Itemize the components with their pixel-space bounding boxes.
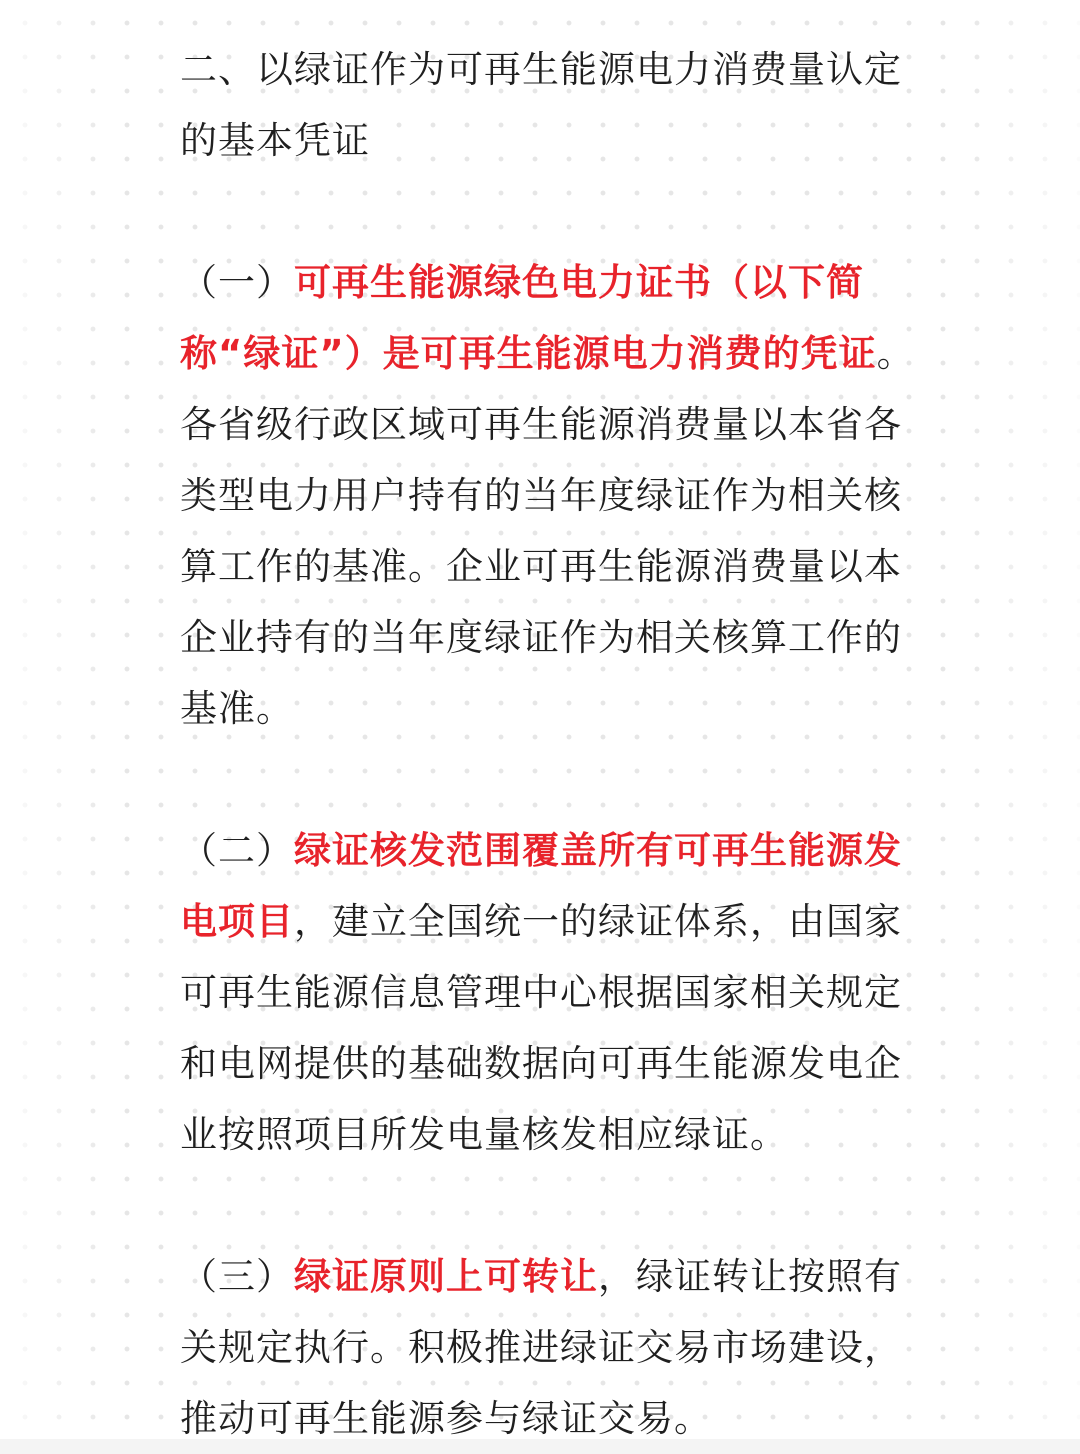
section-heading — [180, 34, 930, 176]
paragraph-1-highlight: 可再生能源绿色电力证书（以下简称“绿证”）是可再生能源电力消费的凭证 — [180, 261, 877, 375]
paragraph-3-number: （三） — [180, 1255, 294, 1298]
paragraph-2-number: （二） — [180, 829, 294, 872]
paragraph-2 — [180, 815, 930, 1170]
paragraph-1 — [180, 247, 930, 744]
paragraph-3-highlight: 绿证原则上可转让 — [294, 1255, 598, 1298]
paragraph-2-highlight: 绿证核发范围覆盖所有可再生能源发电项目 — [180, 829, 902, 943]
section-heading-text: 二、以绿证作为可再生能源电力消费量认定的基本凭证 — [180, 48, 902, 162]
paragraph-3-body: ，绿证转让按照有关规定执行。积极推进绿证交易市场建设，推动可再生能源参与绿证交易。 — [180, 1255, 902, 1440]
paragraph-1-number: （一） — [180, 261, 294, 304]
paragraph-2-body: ，建立全国统一的绿证体系，由国家可再生能源信息管理中心根据国家相关规定和电网提供的基础数据向可再生能源发电企业按照项目所发电量核发相应绿证。 — [180, 900, 902, 1156]
paragraph-1-body: 。各省级行政区域可再生能源消费量以本省各类型电力用户持有的当年度绿证作为相关核算工作的基准。企业可再生能源消费量以本企业持有的当年度绿证作为相关核算工作的基准。 — [180, 332, 915, 730]
paragraph-3 — [180, 1241, 930, 1454]
